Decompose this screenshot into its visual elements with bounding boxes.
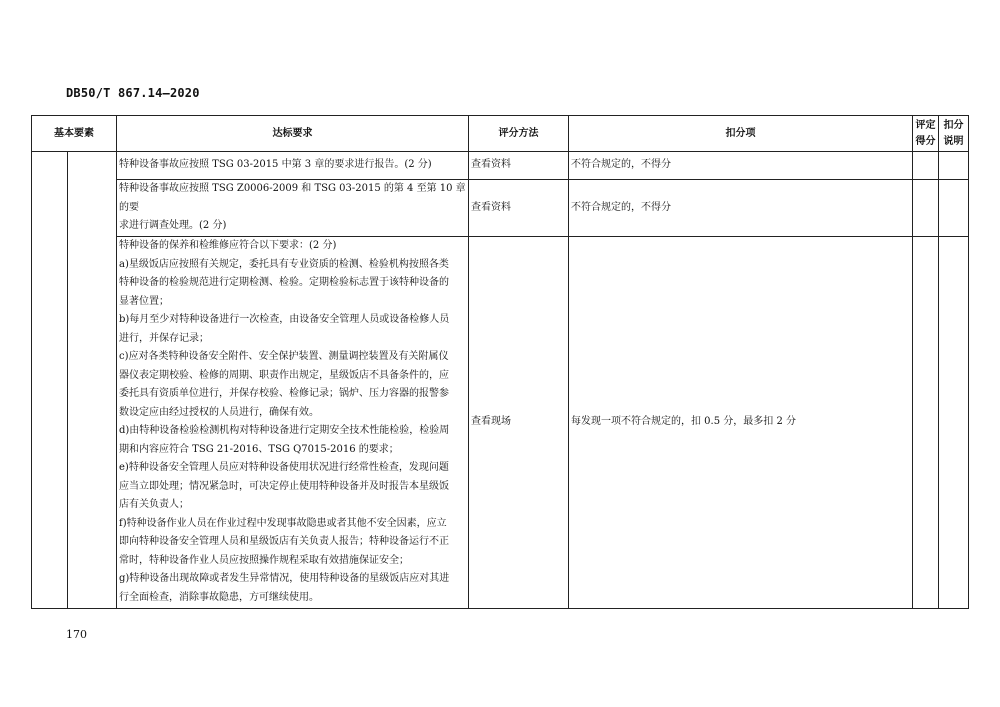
- score-cell: [913, 180, 939, 237]
- requirement-line: 即向特种设备安全管理人员和星级饭店有关负责人报告；特种设备运行不正: [119, 536, 449, 547]
- method-cell: 查看资料: [469, 180, 569, 237]
- deduction-cell: 不符合规定的，不得分: [569, 180, 913, 237]
- header-note-line2: 说明: [943, 135, 964, 147]
- note-cell: [939, 180, 969, 237]
- header-score: [913, 116, 939, 152]
- requirement-line: 特种设备事故应按照 TSG Z0006-2009 和 TSG 03-2015 的第 4 至第 10 章的要: [119, 183, 466, 213]
- table-row: [32, 152, 969, 180]
- evaluation-table: [31, 115, 969, 609]
- requirement-line: 特种设备的保养和检维修应符合以下要求：(2 分): [119, 240, 337, 251]
- page-number: 170: [66, 628, 87, 641]
- requirement-line: 特种设备的检验规范进行定期检测、检验。定期检验标志置于该特种设备的: [119, 277, 449, 288]
- deduction-cell: 每发现一项不符合规定的，扣 0.5 分，最多扣 2 分: [569, 236, 913, 608]
- requirement-line: a)星级饭店应按照有关规定，委托具有专业资质的检测、检验机构按照各类: [119, 258, 449, 270]
- basic-element-cell-2: [68, 152, 117, 609]
- requirement-line: g)特种设备出现故障或者发生异常情况，使用特种设备的星级饭店应对其进: [119, 573, 450, 584]
- document-code: DB50/T 867.14—2020: [66, 86, 200, 100]
- requirement-line: c)应对各类特种设备安全附件、安全保护装置、测量调控装置及有关附属仪: [119, 351, 449, 362]
- header-note: [939, 116, 969, 152]
- requirement-line: d)由特种设备检验检测机构对特种设备进行定期安全技术性能检验，检验周: [119, 425, 450, 436]
- requirement-cell: [117, 180, 469, 237]
- basic-element-cell-1: [32, 152, 68, 609]
- header-score-line2: 得分: [915, 135, 936, 147]
- requirement-line: 数设定应由经过授权的人员进行，确保有效。: [119, 406, 319, 418]
- requirement-line: 店有关负责人；: [119, 499, 189, 510]
- header-score-line1: 评定: [915, 119, 936, 131]
- note-cell: [939, 236, 969, 608]
- score-cell: [913, 152, 939, 180]
- deduction-cell: 不符合规定的，不得分: [569, 152, 913, 180]
- requirement-cell: [117, 236, 469, 608]
- header-requirement: 达标要求: [117, 116, 469, 152]
- requirement-cell: [117, 152, 469, 180]
- table-header-row: [32, 116, 969, 152]
- requirement-line: 应当立即处理；情况紧急时，可决定停止使用特种设备并及时报告本星级饭: [119, 480, 449, 492]
- requirement-line: 求进行调查处理。(2 分): [119, 220, 227, 231]
- requirement-line: b)每月至少对特种设备进行一次检查，由设备安全管理人员或设备检修人员: [119, 314, 450, 325]
- requirement-line: e)特种设备安全管理人员应对特种设备使用状况进行经常性检查，发现问题: [119, 462, 449, 473]
- requirement-line: 常时，特种设备作业人员应按照操作规程采取有效措施保证安全；: [119, 554, 409, 566]
- requirement-line: 委托具有资质单位进行，并保存校验、检修记录；锅炉、压力容器的报警参: [119, 388, 449, 399]
- method-cell: 查看资料: [469, 152, 569, 180]
- requirement-line: 进行，并保存记录；: [119, 332, 209, 344]
- note-cell: [939, 152, 969, 180]
- header-note-line1: 扣分: [943, 119, 964, 131]
- header-basic-element: 基本要素: [32, 116, 117, 152]
- requirement-line: 器仪表定期校验、检修的周期、职责作出规定，星级饭店不具备条件的，应: [119, 369, 449, 381]
- requirement-line: f)特种设备作业人员在作业过程中发现事故隐患或者其他不安全因素，应立: [119, 517, 447, 529]
- table-row: [32, 236, 969, 608]
- header-method: 评分方法: [469, 116, 569, 152]
- requirement-line: 行全面检查，消除事故隐患，方可继续使用。: [119, 591, 319, 603]
- requirement-line: 期和内容应符合 TSG 21-2016、TSG Q7015-2016 的要求；: [119, 443, 399, 455]
- requirement-line: 特种设备事故应按照 TSG 03-2015 中第 3 章的要求进行报告。(2 分): [119, 159, 432, 171]
- score-cell: [913, 236, 939, 608]
- header-deduction: 扣分项: [569, 116, 913, 152]
- method-cell: 查看现场: [469, 236, 569, 608]
- requirement-line: 显著位置；: [119, 295, 169, 307]
- table-row: [32, 180, 969, 237]
